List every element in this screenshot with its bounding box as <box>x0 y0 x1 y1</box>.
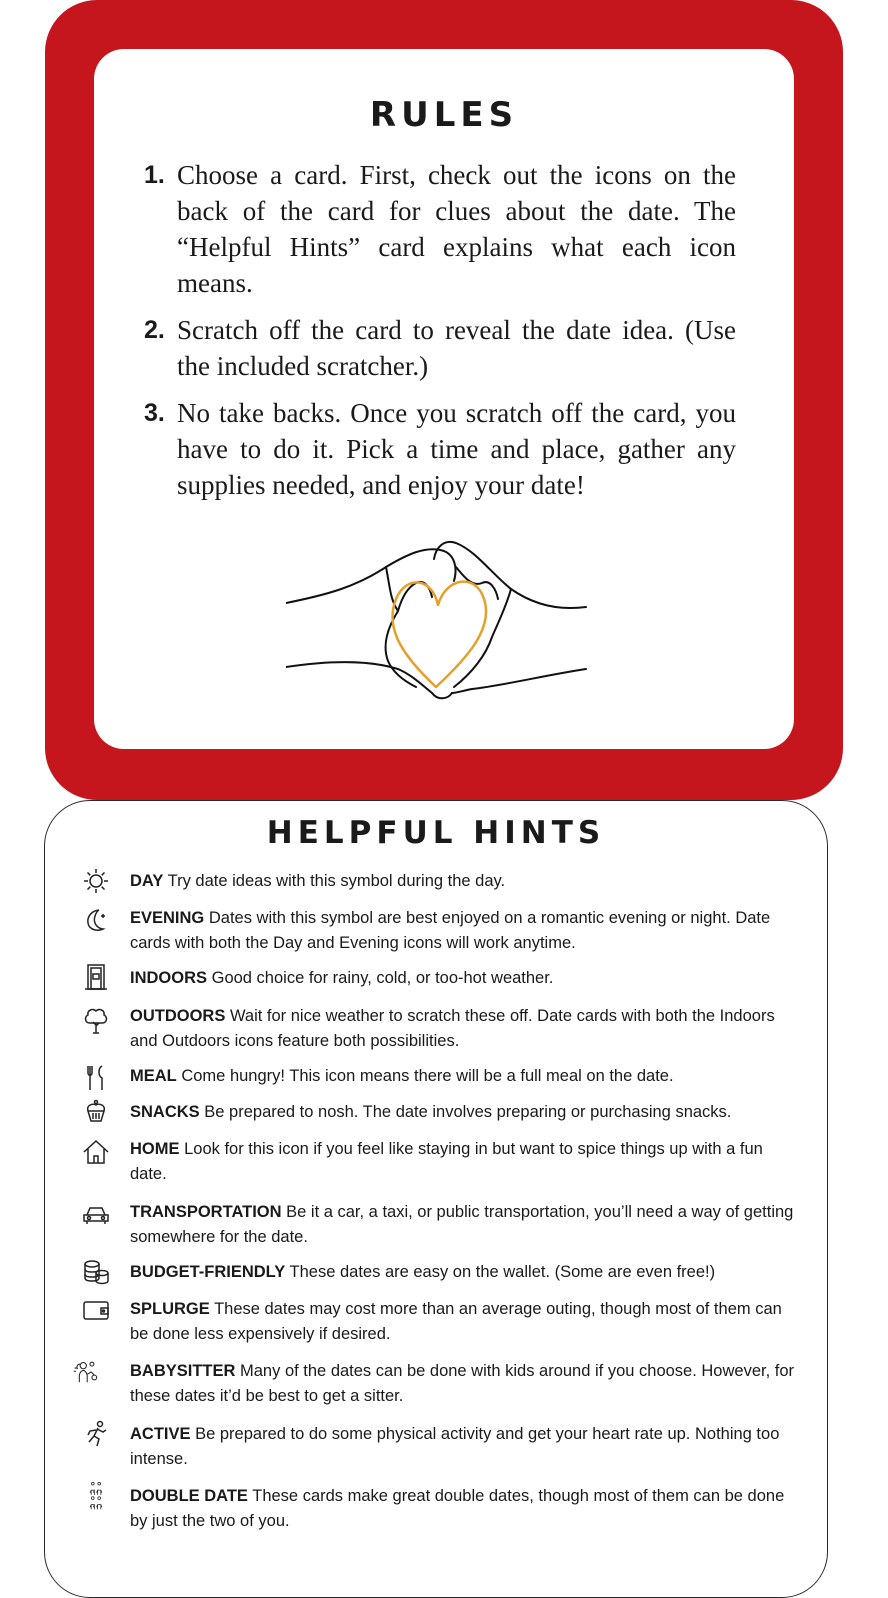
hint-item <box>130 869 800 894</box>
rule-item <box>144 312 736 384</box>
hint-text: Come hungry! This icon means there will be a full meal on the date. <box>181 1067 674 1085</box>
hint-name: INDOORS <box>130 969 208 987</box>
hint-text: These dates are easy on the wallet. (Some are even free!) <box>289 1263 716 1281</box>
hint-name: ACTIVE <box>130 1425 191 1443</box>
hint-item <box>130 966 800 991</box>
hint-name: SNACKS <box>130 1103 200 1121</box>
hint-item <box>130 906 800 956</box>
hint-text: Dates with this symbol are best enjoyed on a romantic evening or night. Date cards with both the Day and Evening icons will work anytime. <box>130 909 771 952</box>
hint-item <box>130 1064 800 1089</box>
rule-number: 1. <box>144 161 165 189</box>
rule-number: 3. <box>144 399 165 427</box>
rules-card <box>45 0 843 800</box>
hints-card <box>44 800 828 1598</box>
heart-hands-icon <box>286 537 606 703</box>
hint-name: DAY <box>130 872 164 890</box>
hint-item <box>130 1297 800 1347</box>
rules-card-inner <box>94 49 794 749</box>
rule-item <box>144 395 736 503</box>
car-icon <box>81 1198 111 1228</box>
hint-name: MEAL <box>130 1067 177 1085</box>
hint-name: SPLURGE <box>130 1300 210 1318</box>
hint-item <box>130 1004 800 1054</box>
runner-icon <box>81 1419 111 1449</box>
hint-text: Good choice for rainy, cold, or too-hot weather. <box>211 969 554 987</box>
sun-icon <box>81 866 111 896</box>
rule-text: Choose a card. First, check out the icons on the back of the card for clues about the date. The “Helpful Hints” card explains what each icon means. <box>177 160 736 298</box>
hints-title: HELPFUL HINTS <box>266 815 606 851</box>
hint-text: Wait for nice weather to scratch these off. Date cards with both the Indoors and Outdoors icons feature both possibilities. <box>130 1007 775 1050</box>
hint-name: BABYSITTER <box>130 1362 236 1380</box>
hint-text: Be prepared to nosh. The date involves preparing or purchasing snacks. <box>204 1103 732 1121</box>
wallet-icon <box>81 1295 111 1325</box>
cupcake-icon <box>81 1096 111 1126</box>
coins-icon <box>81 1257 111 1287</box>
babysitter-icon <box>73 1357 111 1387</box>
hint-item <box>130 1137 800 1187</box>
hint-item <box>130 1260 800 1285</box>
hint-item <box>130 1422 800 1472</box>
rules-list <box>144 157 736 514</box>
hint-item <box>130 1200 800 1250</box>
rule-number: 2. <box>144 316 165 344</box>
moon-icon <box>81 905 111 935</box>
hint-name: TRANSPORTATION <box>130 1203 282 1221</box>
hint-text: These cards make great double dates, though most of them can be done by just the two of you. <box>130 1487 785 1530</box>
tree-icon <box>81 1005 111 1035</box>
hint-name: HOME <box>130 1140 180 1158</box>
rule-text: Scratch off the card to reveal the date idea. (Use the included scratcher.) <box>177 315 736 381</box>
hint-name: EVENING <box>130 909 205 927</box>
hint-name: DOUBLE DATE <box>130 1487 248 1505</box>
hint-item <box>130 1100 800 1125</box>
rule-text: No take backs. Once you scratch off the card, you have to do it. Pick a time and place, gather any supplies needed, and enjoy your date! <box>177 398 736 500</box>
fork-knife-icon <box>81 1063 111 1093</box>
hint-item <box>130 1359 800 1409</box>
house-icon <box>81 1137 111 1167</box>
hint-text: Many of the dates can be done with kids around if you choose. However, for these dates it’d be best to get a sitter. <box>130 1362 795 1405</box>
double-date-icon <box>81 1481 111 1537</box>
hint-item <box>130 1484 800 1534</box>
hint-text: Be it a car, a taxi, or public transportation, you’ll need a way of getting somewhere for the date. <box>130 1203 794 1246</box>
hint-text: Try date ideas with this symbol during the day. <box>167 872 506 890</box>
hint-text: Look for this icon if you feel like staying in but want to spice things up with a fun date. <box>130 1140 763 1183</box>
hint-name: OUTDOORS <box>130 1007 226 1025</box>
rule-item <box>144 157 736 301</box>
hint-name: BUDGET-FRIENDLY <box>130 1263 286 1281</box>
rules-title: RULES <box>369 95 519 135</box>
hint-text: Be prepared to do some physical activity and get your heart rate up. Nothing too intense. <box>130 1425 780 1468</box>
door-icon <box>81 962 111 992</box>
hint-text: These dates may cost more than an average outing, though most of them can be done less expensively if desired. <box>130 1300 782 1343</box>
